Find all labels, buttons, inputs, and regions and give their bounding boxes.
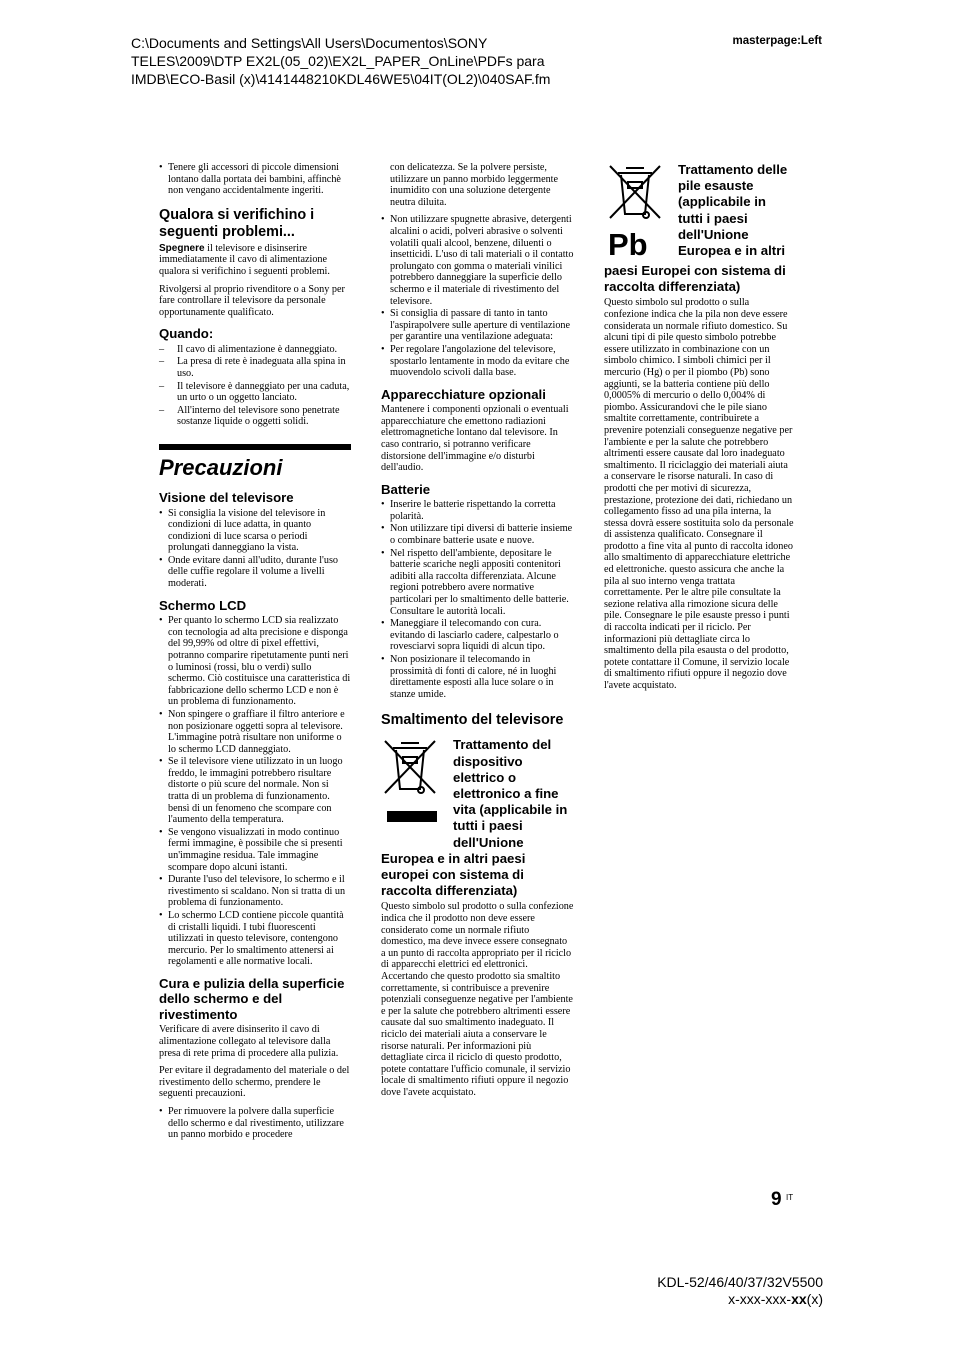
cura-paragraph-2: Per evitare il degradamento del materiale o del rivestimento dello schermo, prendere le seguenti precauzioni. [159, 1065, 350, 1100]
page-language: IT [786, 1193, 794, 1202]
page-number: 9 [771, 1189, 782, 1210]
precauzioni-title: Precauzioni [159, 455, 283, 480]
continued-text: con delicatezza. Se la polvere persiste, utilizzare un panno morbido leggermente inumidito con una soluzione detergente neutra diluita. [390, 162, 559, 208]
section-rule [159, 444, 351, 450]
list-item: • Inserire le batterie rispettando la corretta polarità. [381, 499, 574, 522]
smaltimento-heading: Smaltimento del televisore [381, 712, 564, 729]
list-item: • Lo schermo LCD contiene piccole quantità di cristalli liquidi. I tubi fluorescenti utilizzati in questo televisore, contengono mercurio. Per lo smaltimento attenersi ai regolamenti e alle normative locali. [159, 910, 351, 968]
list-item: – All'interno del televisore sono penetrate sostanze liquide o oggetti solidi. [159, 405, 351, 428]
cura-heading: Cura e pulizia della superficie dello schermo e del rivestimento [159, 975, 345, 1022]
lcd-list [159, 615, 351, 968]
list-item: • Per quanto lo schermo LCD sia realizzato con tecnologia ad alta precisione e disponga del 99,99% od oltre di pixel effettivi, potranno comparire ripetutamente punti neri o luminosi (rossi, blu o verdi) sullo schermo. Ciò costituisce una caratteristica di fabbricazione dello schermo LCD e non è un problema di funzionamento. [159, 615, 351, 708]
lcd-heading: Schermo LCD [159, 597, 247, 613]
column-right [604, 162, 794, 698]
list-item: • Non utilizzare tipi diversi di batterie insieme o combinare batterie usate e nuove. [381, 523, 574, 546]
battery-disposal-block [604, 162, 794, 263]
file-path-line: IMDB\ECO-Basil (x)\4141448210KDL46WE5\04IT(OL2)\040SAF.fm [131, 71, 551, 87]
spegnere-bold: Spegnere [159, 242, 205, 254]
opzionali-heading: Apparecchiature opzionali [381, 386, 546, 402]
list-item: • Si consiglia di passare di tanto in tanto l'aspirapolvere sulle aperture di ventilazione per garantire una ventilazione adeguata: [381, 308, 574, 343]
weee-title: Trattamento del dispositivo elettrico o elettronico a fine vita (applicabile in tutti i paesi dell'Unione [453, 737, 568, 850]
cleaning-list [381, 214, 574, 378]
model-code-prefix: x-xxx-xxx- [728, 1291, 792, 1307]
list-item: • Non spingere o graffiare il filtro anteriore e non posizionare oggetti sopra al televisore. L'immagine potrà risultare non uniforme o lo schermo LCD danneggiato. [159, 709, 351, 755]
column-middle [381, 162, 574, 1104]
list-item: • Durante l'uso del televisore, lo schermo e il rivestimento si scaldano. Non si tratta di un problema di funzionamento. [159, 874, 351, 909]
battery-bin-icon [604, 162, 678, 263]
list-item: • Se il televisore viene utilizzato in un luogo freddo, le immagini potrebbero risultare distorte o più scure del normale. Non si tratta di un problema di funzionamento. bensì di un fenomeno che scompare con l'aumento della temperatura. [159, 756, 351, 826]
list-item: • Non utilizzare spugnette abrasive, detergenti alcalini o acidi, polveri abrasive o solventi volatili quali alcool, benzene, diluenti o insetticidi. L'uso di tali materiali o il contatto prolungato con gomma o materiali vinilici potrebbero danneggiare la superficie dello schermo e il materiale di rivestimento del televisore. [381, 214, 574, 307]
cura-paragraph-1: Verificare di avere disinserito il cavo di alimentazione collegato al televisore dalla presa di rete prima di procedere alla pulizia. [159, 1024, 339, 1059]
masterpage-label: masterpage:Left [732, 35, 822, 47]
quando-list [159, 344, 351, 428]
list-item: • Si consiglia la visione del televisore in condizioni di luce adatta, in quanto condizioni di luce scarsa o periodi prolungati danneggiano la vista. [159, 508, 351, 554]
pile-title-continued: paesi Europei con sistema di raccolta differenziata) [604, 263, 786, 295]
list-item: • Non posizionare il telecomando in prossimità di fonti di calore, né in luoghi direttamente esposti alla luce solare o in stanze umide. [381, 654, 574, 700]
problems-paragraph-2: Rivolgersi al proprio rivenditore o a Sony per fare controllare il televisore da personale opportunamente qualificato. [159, 283, 345, 318]
list-item: • Nel rispetto dell'ambiente, depositare le batterie scariche negli appositi contenitori adibiti alla raccolta differenziata. Alcune regioni potrebbero avere normative particolari per lo smaltimento delle batterie. Consultare le autorità locali. [381, 548, 574, 618]
model-number: KDL-52/46/40/37/32V5500 [657, 1274, 823, 1290]
problems-paragraph-rest: il televisore e disinserire immediatamente il cavo di alimentazione qualora si verifichino i seguenti problemi. [159, 242, 330, 277]
quando-heading: Quando: [159, 326, 214, 342]
file-path-line: C:\Documents and Settings\All Users\Documentos\SONY [131, 35, 488, 51]
visione-list [159, 508, 351, 590]
model-code-bold: xx [791, 1291, 807, 1307]
list-item: – La presa di rete è inadeguata alla spina in uso. [159, 356, 351, 379]
list-item: • Maneggiare il telecomando con cura. evitando di lasciarlo cadere, calpestarlo o rovesciarvi sopra liquidi di alcun tipo. [381, 618, 574, 653]
list-item: • Per rimuovere la polvere dalla superficie dello schermo e dal rivestimento, utilizzare un panno morbido e procedere [159, 1106, 351, 1141]
cura-list [159, 1106, 351, 1141]
list-item: • Onde evitare danni all'udito, durante l'uso delle cuffie regolare il volume a livelli moderati. [159, 555, 351, 590]
visione-heading: Visione del televisore [159, 490, 294, 505]
file-path-header [131, 34, 651, 88]
list-item: • Per regolare l'angolazione del televisore, spostarlo lentamente in modo da evitare che muovendolo scivoli dalla base. [381, 344, 574, 379]
weee-block [381, 737, 574, 850]
weee-bin-icon [381, 737, 453, 850]
weee-paragraph: Questo simbolo sul prodotto o sulla confezione indica che il prodotto non deve essere considerato come un normale rifiuto domestico, ma deve invece essere consegnato a un punto di raccolta appropriato per il riciclo di apparecchi elettrici ed elettronici. Accertando che questo prodotto sia smaltito correttamente, si contribuisce a prevenire potenziali conseguenze negative per l'ambiente e per la salute che potrebbero altrimenti essere causate dal suo smaltimento inadeguato. Il riciclo dei materiali aiuta a conservare le risorse naturali. Per informazioni più dettagliate circa il riciclo di questo prodotto, potete contattare l'ufficio comunale, il servizio locale di smaltimento rifiuti oppure il negozio dove l'avete acquistato. [381, 901, 574, 1098]
pb-symbol: Pb [608, 227, 648, 258]
list-item: • Se vengono visualizzati in modo continuo fermi immagine, è possibile che si presenti un'immagine residua. Tale immagine scompare dopo alcuni istanti. [159, 827, 351, 873]
problems-heading: Qualora si verifichino i seguenti problemi... [159, 206, 315, 240]
batterie-heading: Batterie [381, 481, 431, 497]
pile-title: Trattamento delle pile esauste (applicabile in tutti i paesi dell'Unione Europea e in altri [678, 162, 788, 259]
batterie-list [381, 499, 574, 700]
file-path-line: TELES\2009\DTP EX2L(05_02)\EX2L_PAPER_OnLine\PDFs para [131, 53, 545, 69]
column-left [159, 162, 351, 1145]
intro-list [159, 162, 351, 197]
opzionali-paragraph: Mantenere i componenti opzionali o eventuali apparecchiature che emettono radiazioni elettromagnetiche lontano dal televisore. In caso contrario, si potranno verificare distorsione dell'immagine e/o disturbi dell'audio. [381, 404, 569, 474]
weee-title-continued: Europea e in altri paesi europei con sistema di raccolta differenziata) [381, 850, 526, 899]
list-item: – Il televisore è danneggiato per una caduta, un urto o un oggetto lanciato. [159, 381, 351, 404]
pile-paragraph: Questo simbolo sul prodotto o sulla confezione indica che la pila non deve essere considerata un normale rifiuto domestico. Su alcuni tipi di pile questo simbolo potrebbe essere utilizzato in combinazione con un simbolo chimico. I simboli chimici per il mercurio (Hg) o per il piombo (Pb) sono aggiunti, se la batteria contiene più dello 0,0005% di mercurio o dello 0,004% di piombo. Assicurandovi che le pile siano smaltite correttamente, contribuirete a prevenire potenziali conseguenze negative per l'ambiente e per la salute che potrebbero altrimenti essere causate dal loro inadeguato smaltimento. Il riciclaggio dei materiali aiuta a conservare le risorse naturali. In caso di prodotti che per motivi di sicurezza, prestazione, protezione dei dati, richiedano un collegamento fisso ad una pila interna, la stessa dovrà essere sostituita solo da personale di assistenza qualificato. Consegnare il prodotto a fine vita al punto di raccolta idoneo allo smaltimento di apparecchiature elettriche ed elettroniche. questo assicura che anche la pila al suo interno venga trattata correttamente. Per le altre pile consultate la sezione relativa alla rimozione sicura delle pile. Consegnare le pile esauste presso i punti di raccolta indicati per il riciclo. Per informazioni più dettagliate circa lo smaltimento della pila esausta o del prodotto, potete contattare il Comune, il servizio locale di smaltimento rifiuti oppure il negozio dove l'avete acquistato. [604, 297, 794, 691]
list-item: – Il cavo di alimentazione è danneggiato. [159, 344, 351, 356]
model-code-suffix: (x) [806, 1291, 823, 1307]
model-code [657, 1291, 823, 1308]
list-item: • Tenere gli accessori di piccole dimensioni lontano dalla portata dei bambini, affinchè non vengano accidentalmente ingeriti. [159, 162, 351, 197]
problems-paragraph [159, 243, 351, 278]
model-footer [657, 1274, 823, 1308]
